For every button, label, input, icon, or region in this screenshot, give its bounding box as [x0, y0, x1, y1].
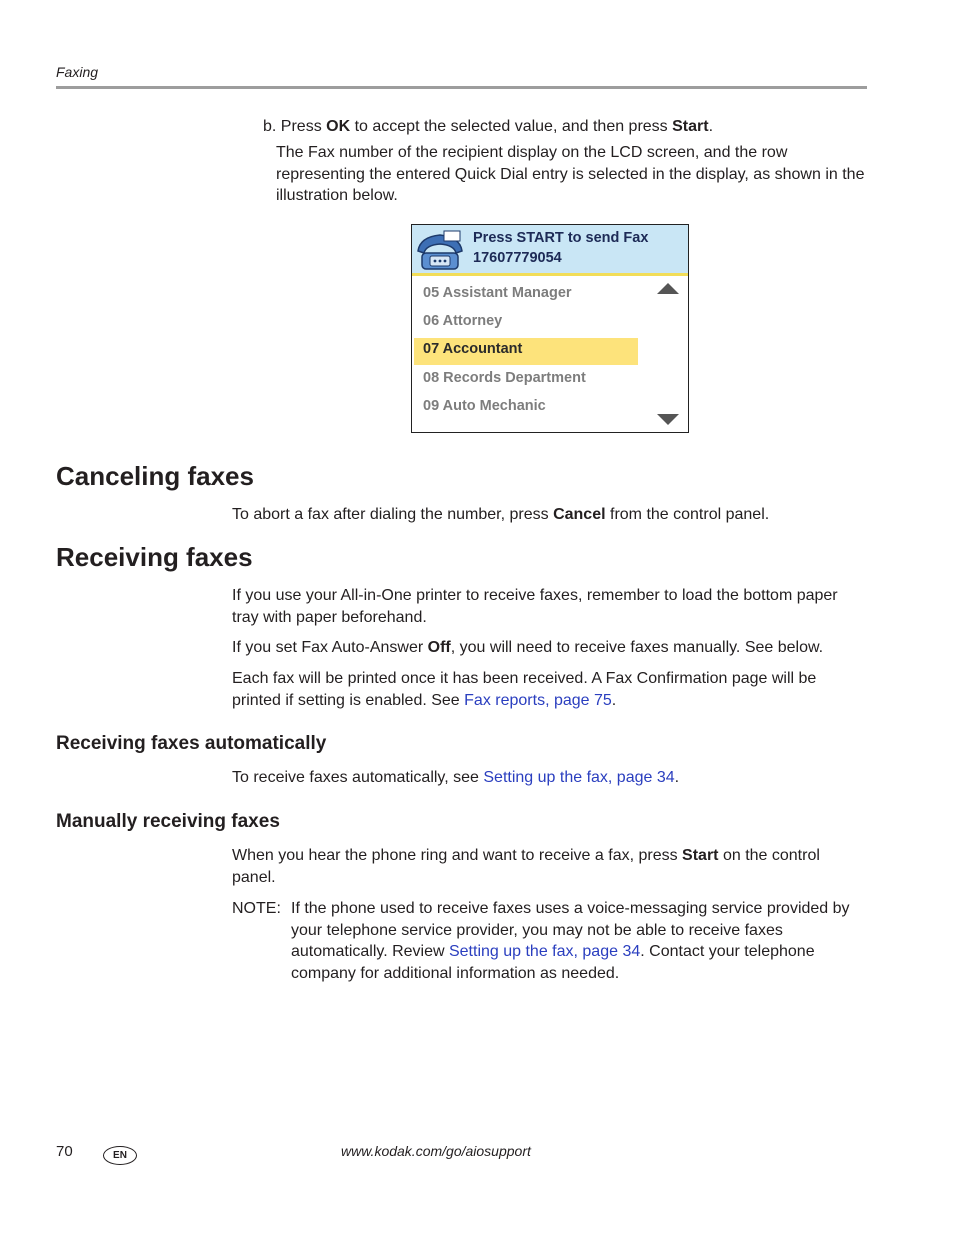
- note-text: If the phone used to receive faxes uses a voice-messaging service provided by your telephone service provider, you may not be able to receive faxes automatically. Review: [291, 900, 850, 960]
- step-b-suffix: .: [708, 118, 714, 135]
- step-b-middle: to accept the selected value, and then press: [350, 118, 673, 135]
- subsection-heading-manual: Manually receiving faxes: [56, 811, 280, 832]
- page-number: 70: [56, 1143, 73, 1160]
- cancel-key-label: Cancel: [553, 506, 606, 523]
- receiving-p2-text: If you set Fax Auto-Answer: [232, 639, 428, 656]
- canceling-text: To abort a fax after dialing the number, press: [232, 506, 554, 523]
- fax-phone-icon: [414, 229, 466, 271]
- lcd-fax-number: 17607779054: [473, 250, 562, 266]
- lcd-display-illustration: [411, 224, 689, 433]
- lcd-prompt: Press START to send Fax: [473, 230, 649, 246]
- manual-text: When you hear the phone ring and want to receive a fax, press: [232, 847, 683, 864]
- canceling-paragraph: [232, 504, 862, 526]
- receiving-p2-text-end: , you will need to receive faxes manually. See below.: [450, 639, 824, 656]
- scroll-down-arrow-icon: [657, 414, 679, 425]
- start-key-label: Start: [672, 118, 709, 135]
- running-header-title: Faxing: [56, 64, 99, 80]
- note-text-end: . Contact your telephone company for additional information as needed.: [291, 943, 815, 982]
- fax-reports-link[interactable]: Fax reports, page 75: [464, 691, 612, 709]
- lcd-list-item: 06 Attorney: [423, 313, 503, 329]
- note-paragraph: [291, 898, 863, 984]
- section-heading-receiving: Receiving faxes: [56, 542, 253, 572]
- header-rule: [56, 86, 867, 89]
- lcd-list-item: 09 Auto Mechanic: [423, 398, 546, 414]
- step-b-prefix: b. Press: [263, 118, 327, 135]
- manual-text-end: on the control panel.: [232, 847, 820, 886]
- lcd-list-item: 08 Records Department: [423, 370, 586, 386]
- receiving-paragraph-1: If you use your All-in-One printer to receive faxes, remember to load the bottom paper tray with paper beforehand.: [232, 587, 838, 626]
- setting-up-fax-link-note[interactable]: Setting up the fax, page 34: [448, 943, 641, 960]
- off-key-label: Off: [427, 639, 451, 656]
- auto-paragraph: [232, 767, 862, 789]
- auto-text: To receive faxes automatically, see: [232, 769, 484, 786]
- lcd-list-item: 05 Assistant Manager: [423, 285, 572, 301]
- auto-text-end: .: [674, 769, 680, 786]
- ok-key-label: OK: [326, 118, 351, 135]
- canceling-text-end: from the control panel.: [605, 506, 770, 523]
- language-badge: EN: [103, 1146, 137, 1165]
- setting-up-fax-link[interactable]: Setting up the fax, page 34: [483, 769, 675, 786]
- receiving-paragraph-3: [232, 668, 862, 711]
- receiving-p3-text-end: .: [611, 691, 617, 709]
- lcd-header: [412, 225, 688, 276]
- scroll-up-arrow-icon: [657, 283, 679, 294]
- start-key-label-manual: Start: [682, 847, 719, 864]
- receiving-p3-text: Each fax will be printed once it has been received. A Fax Confirmation page will be printed if setting is enabled. See: [232, 670, 817, 709]
- lcd-list-item-selected: 07 Accountant: [423, 341, 523, 357]
- note-label: NOTE:: [232, 900, 281, 917]
- footer-url: www.kodak.com/go/aiosupport: [341, 1143, 531, 1159]
- subsection-heading-auto: Receiving faxes automatically: [56, 733, 327, 754]
- step-b-description: The Fax number of the recipient display on the LCD screen, and the row representing the entered Quick Dial entry is selected in the display, as shown in the illustration below.: [276, 144, 865, 204]
- manual-paragraph: [232, 845, 867, 888]
- step-b-instruction: [263, 116, 863, 138]
- receiving-paragraph-2: [232, 637, 872, 659]
- section-heading-canceling: Canceling faxes: [56, 461, 254, 491]
